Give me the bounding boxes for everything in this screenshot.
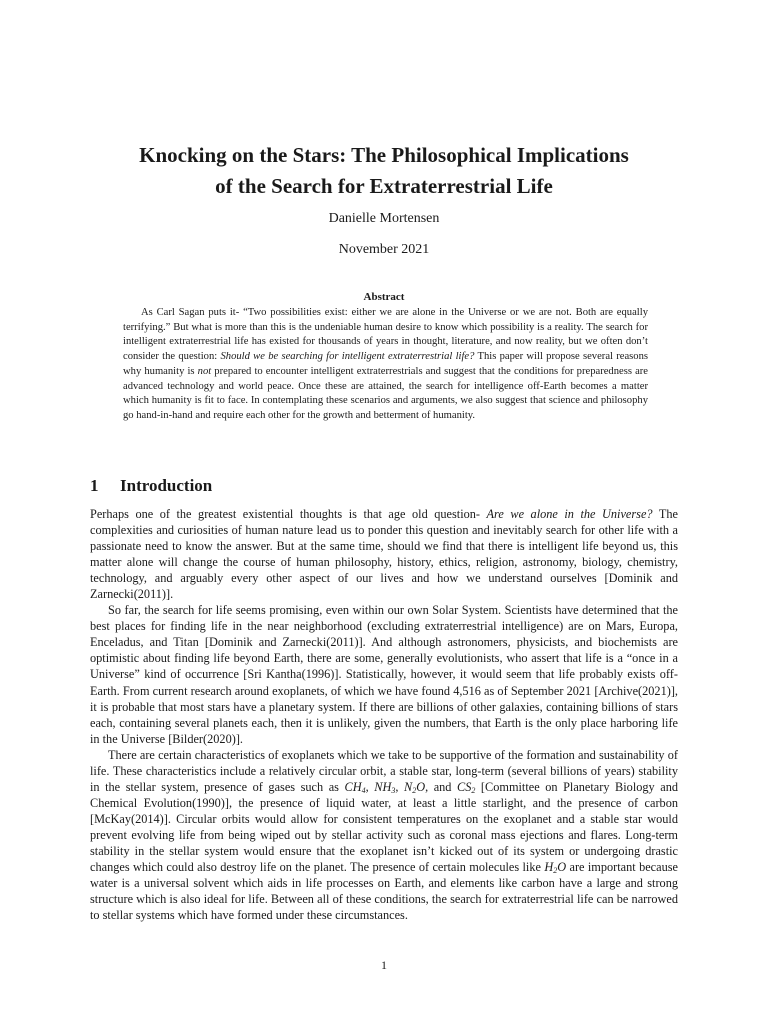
formula-subscript: 2 (412, 785, 417, 795)
formula-text: CH (344, 779, 362, 794)
formula-subscript: 2 (553, 866, 558, 876)
abstract-emphasis: not (197, 365, 212, 377)
formula-text: CS (457, 779, 472, 794)
paragraph-part: , (395, 779, 404, 794)
title-line-1: Knocking on the Stars: The Philosophical Implications (139, 143, 629, 167)
formula-text: O (557, 860, 567, 875)
author-name: Danielle Mortensen (328, 211, 440, 226)
abstract-question: Should we be searching for intelligent extraterrestrial life? (220, 351, 475, 363)
paragraph-1 (90, 506, 678, 602)
section-heading (90, 476, 212, 496)
paragraph-part: The complexities and curiosities of human nature lead us to ponder this question and inevitably search for other life with a passionate need to know the answer. But at the same time, should we find that there is intelligent life beyond us, this matter alone will change the course of human philosophy, history, ethics, religion, astronomy, biology, chemistry, technology, and arguably every other aspect of our lives and how we understand ourselves [Dominik and Zarnecki(2011)]. (90, 507, 678, 602)
paragraph-part: , and (425, 779, 458, 794)
formula-n2o (404, 780, 425, 794)
paragraph-part: Perhaps one of the greatest existential thoughts is that age old question- (90, 507, 487, 521)
paragraph-part: There are certain characteristics of exoplanets which we take to be supportive of the formation and sustainability of life. These characteristics include a relatively circular orbit, a stable star, long-term (several billions of years) stability in the stellar system, presence of gases such as (90, 747, 678, 794)
formula-text: NH (374, 779, 392, 794)
formula-text: O (416, 779, 426, 794)
paragraph-part: , (365, 779, 375, 794)
paragraph-2: So far, the search for life seems promising, even within our own Solar System. Scientists have determined that the best places for finding life in the near neighborhood (excluding extraterrestrial intelligence) are on Mars, Europa, Enceladus, and Titan [Dominik and Zarnecki(2011)]. And although astronomers, physicists, and biochemists are optimistic about finding life beyond Earth, there are some, generally evolutionists, who assert that life is a “once in a Universe” kind of occurrence [Sri Kantha(1996)]. Statistically, however, it would seem that life probably exists off-Earth. From current research around exoplanets, of which we have found 4,516 as of September 2021 [Archive(2021)], it is probable that most stars have a planetary system. If there are billions of other galaxies, containing billions of stars each, containing several planets each, then it is unlikely, given the numbers, that Earth is the only place harboring life in the Universe [Bilder(2020)]. (90, 603, 678, 746)
abstract-heading: Abstract (363, 291, 405, 303)
publication-date: November 2021 (338, 242, 430, 257)
paragraph-question: Are we alone in the Universe? (486, 507, 653, 521)
section-number: 1 (90, 476, 99, 495)
formula-ch4 (345, 780, 366, 794)
section-title: Introduction (120, 476, 213, 495)
page-number: 1 (381, 958, 387, 972)
abstract-part: This paper will propose several reasons why humanity is (123, 351, 648, 377)
formula-cs2 (457, 780, 475, 794)
formula-text: H (544, 860, 554, 875)
paragraph-part: are important because water is a universal solvent which aids in life processes on Earth, and elements like carbon have a large and strong structure which is also ideal for life. Between all of these conditions, the search for extraterrestrial life can be narrowed to stellar systems which have formed under these circumstances. (90, 860, 678, 923)
paper-title (60, 140, 708, 202)
title-line-2: of the Search for Extraterrestrial Life (215, 174, 553, 198)
paragraph-part: [Committee on Planetary Biology and Chemical Evolution(1990)], the presence of liquid water, at least a little starlight, and the presence of carbon [McKay(2014)]. Circular orbits would allow for consistent temperatures on the exoplanet and a stable star would prevent evolving life from being wiped out by stellar activity such as coronal mass ejections and flares. Long-term stability in the stellar system would ensure that the exoplanet isn’t kicked out of its system or undergoing drastic changes which could also destroy life on the planet. The presence of certain molecules like (90, 779, 678, 875)
formula-text: N (403, 779, 413, 794)
body-text (90, 506, 678, 923)
formula-nh3 (374, 780, 395, 794)
abstract-part: As Carl Sagan puts it- “Two possibilities exist: either we are alone in the Universe or we are not. Both are equally terrifying.” But what is more than this is the undeniable human desire to know which possibility is a reality. The search for intelligent extraterrestrial life has existed for thousands of years in thought, literature, and now reality, but we often don’t consider the question: (123, 307, 648, 363)
formula-subscript: 4 (361, 785, 366, 795)
formula-subscript: 2 (471, 785, 476, 795)
formula-h2o (544, 860, 566, 874)
paragraph-3 (90, 747, 678, 924)
abstract-part: prepared to encounter intelligent extraterrestrials and suggest that the conditions for preparedness are advanced technology and world peace. Once these are attained, the search for intelligence off-Earth becomes a matter which humanity is fit to face. In contemplating these scenarios and arguments, we also suggest that science and philosophy go hand-in-hand and require each other for the growth and betterment of humanity. (123, 365, 648, 421)
formula-subscript: 3 (391, 785, 396, 795)
abstract-text (123, 306, 648, 424)
